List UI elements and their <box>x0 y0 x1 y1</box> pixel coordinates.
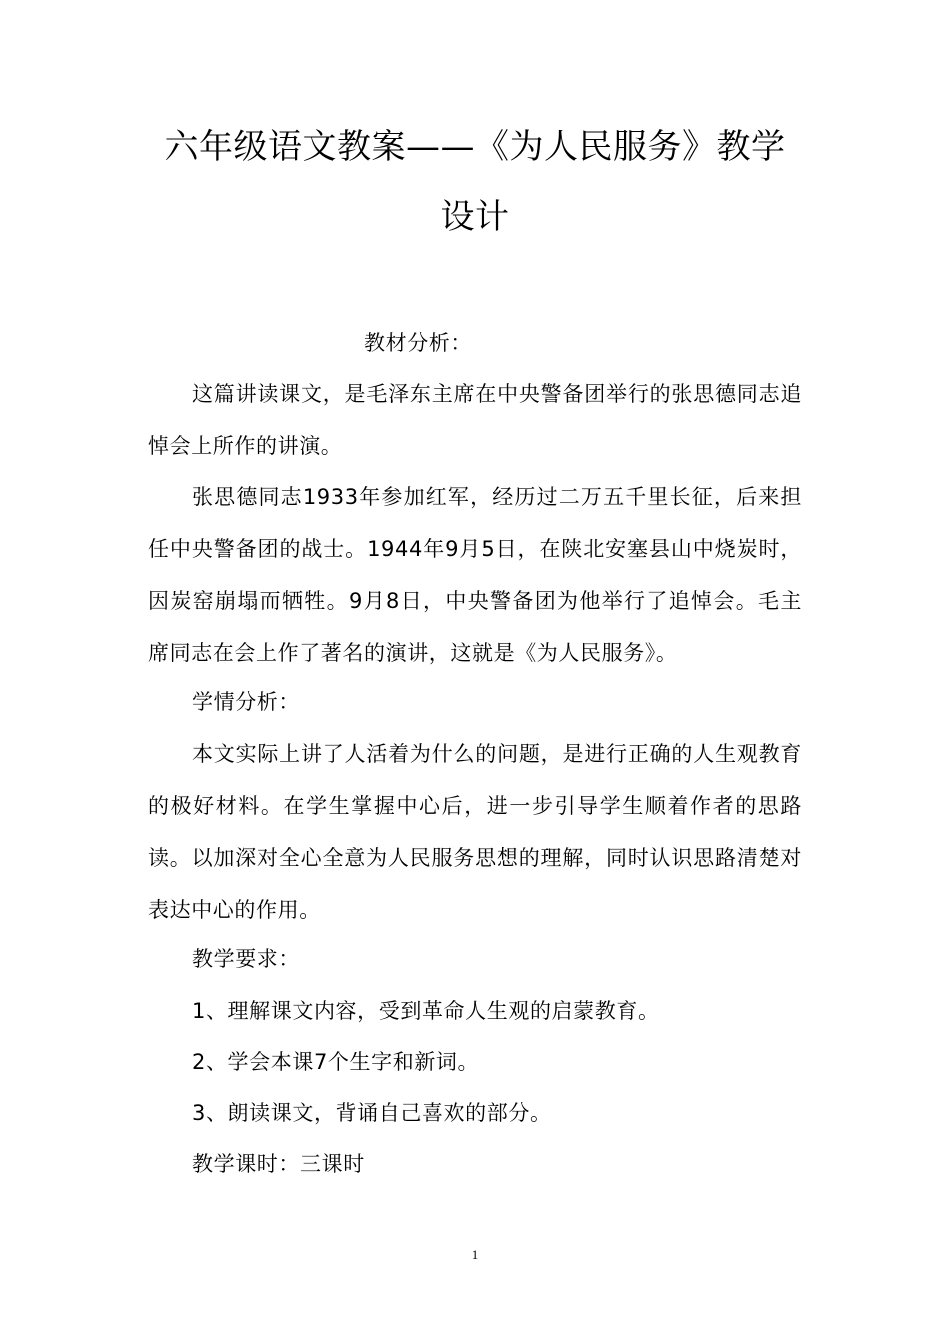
student-analysis-paragraph: 本文实际上讲了人活着为什么的问题，是进行正确的人生观教育的极好材料。在学生掌握中心后，进一步引导学生顺着作者的思路读。以加深对全心全意为人民服务思想的理解，同时认识思路清楚对表达中心的作用。 <box>148 742 802 922</box>
page-number: 1 <box>471 1247 479 1262</box>
document-title: 六年级语文教案——《为人民服务》教学设计 <box>164 127 786 237</box>
requirement-item: 3、朗读课文，背诵自己喜欢的部分。 <box>192 1101 552 1125</box>
requirement-item: 1、理解课文内容，受到革命人生观的启蒙教育。 <box>192 999 660 1023</box>
material-analysis-paragraph-1: 这篇讲读课文，是毛泽东主席在中央警备团举行的张思德同志追悼会上所作的讲演。 <box>148 382 802 458</box>
class-hours-line: 教学课时：三课时 <box>192 1152 365 1176</box>
student-analysis-heading: 学情分析： <box>192 690 300 714</box>
requirement-item: 2、学会本课7个生字和新词。 <box>192 1050 480 1074</box>
teaching-requirements-heading: 教学要求： <box>192 947 300 971</box>
material-analysis-heading: 教材分析： <box>364 331 472 355</box>
material-analysis-paragraph-2: 张思德同志1933年参加红军，经历过二万五千里长征，后来担任中央警备团的战士。1944年9月5日，在陕北安塞县山中烧炭时，因炭窑崩塌而牺牲。9月8日，中央警备团为他举行了追悼会。毛主席同志在会上作了著名的演讲，这就是《为人民服务》。 <box>148 485 802 665</box>
